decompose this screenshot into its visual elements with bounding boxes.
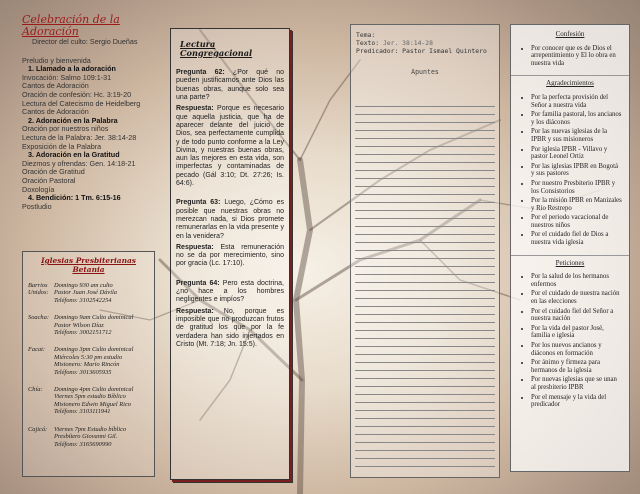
question [176,69,284,102]
church-detail-line: Domingo 9am Culto dominical [54,314,134,322]
question [176,280,284,305]
church-details [54,314,149,336]
church-detail-line: Pastor Wilson Díaz [54,321,104,329]
service-line: Oración de confesión: Hc. 3:19-20 [22,89,132,99]
prayer-item: • Por la vida del pastor José, familia e iglesia [531,325,623,340]
prayer-item: • Por ánimo y firmeza para hermanos de la iglesia [531,359,623,374]
prayer-item: • Por el mensaje y la vida del predicador [531,394,623,409]
qa-list [176,69,284,349]
question-label: Pregunta 62: [176,69,225,77]
service-line: Postludio [22,201,52,211]
answer-label: Respuesta: [176,105,214,113]
church-detail-line: Domingo 4pm Culto dominical [54,386,134,394]
answer [176,105,284,188]
section-heading: 3. Adoración en la Gratitud [28,150,120,160]
service-line: Preludio y bienvenida [22,55,91,65]
church-detail-line: Presbítero Giovanni Gil. [54,433,118,441]
prayer-item: • Por iglesia IPBR - Villavo y pastor Leonel Ortiz [531,146,623,161]
church-entry [28,386,149,416]
prayer-item: • Por el cuidado fiel del Señor a nuestra nación [531,308,623,323]
answer-label: Respuesta: [176,307,214,315]
sermon-text-label: Texto: [356,39,383,48]
question-label: Pregunta 63: [176,199,221,207]
section-divider [511,255,629,256]
service-line: Cantos de Adoración [22,81,89,91]
section-heading: 2. Adoración en la Palabra [28,115,118,125]
answer [176,244,284,269]
churches-title: Iglesias Presbiterianas Betania [41,256,136,274]
prayer-item: • Por la misión IPBR en Manizales y Río Restrepo [531,197,623,212]
service-line: Cantos de Adoración [22,107,89,117]
church-detail-line: Domingo 930 am culto [54,282,113,289]
question-text: ¿Por qué no pueden justificarnos ante Dios las buenas obras, aunque solo sea una parte? [176,69,284,102]
church-city: Facat: [28,346,46,354]
church-detail-line: Misionero: Mario Rincón [54,361,120,369]
churches-box [22,251,155,477]
answer-label: Respuesta: [176,243,214,251]
church-city: Soacha: [28,314,49,322]
prayer-item: • Por las iglesias IPBR en Bogotá y sus pastores [531,163,623,178]
church-detail-line: Teléfono: 3165690990 [54,440,112,448]
question-text: Luego, ¿Cómo es posible que nuestras obras no merezcan nada, si Dios promete remunerarlas en la vida presente y en la venidera? [176,199,284,240]
service-title: Celebración de la Adoración [22,13,120,38]
question [176,199,284,240]
church-details [54,346,149,376]
sermon-preacher: Predicador: Pastor Ismael Quintero [356,47,487,56]
church-entry [28,314,149,336]
answer-text: Esta remuneración no se da por merecimiento, sino por gracia (Lc. 17:10). [176,243,284,268]
question-label: Pregunta 64: [176,279,220,287]
prayer-item: • Por el cuidado fiel de Dios a nuestra vida iglesia [531,231,623,246]
sermon-text-value: Jer. 38:14-28 [382,39,433,48]
notes-heading: Apuntes [411,67,439,76]
church-details [54,426,149,448]
service-line: Diezmos y ofrendas: Gen. 14:18-21 [22,158,136,168]
prayer-item: • Por la perfecta provisión del Señor a nuestra vida [531,94,623,109]
church-detail-line: Viernes 7pm Estudio bíblico [54,425,127,433]
reading-title: Lectura Congregacional [180,39,253,58]
sermon-theme: Tema: [356,31,376,39]
prayer-item: • Por las nuevas iglesias de la IPBR y sus misioneros [531,128,623,143]
church-detail-line: Domingo 3pm Culto dominical [54,346,134,354]
church-detail-line: Teléfono: 3103111941 [54,408,111,416]
service-line: Lectura de la Palabra: Jer. 38:14-28 [22,132,137,142]
church-detail-line: Teléfono: 3013605935 [54,368,112,376]
prayer-item: • Por los nuevos ancianos y diáconos en formación [531,342,623,357]
answer-text: Porque es necesario que aquella justicia, que ha de aparecer delante del juicio de Dios, sea perfectamente cumplida y de todo punto conforme a la Ley Divina, y nuestras buenas obras, aun las mejores en esta vida, son imperfectas y contaminadas de pecado (Gál 3:10; Dt. 27:26; Is. 64:6). [176,105,284,188]
service-line: Doxología [22,184,55,194]
prayer-list [517,94,623,247]
church-detail-line: Teléfono: 3102542254 [54,296,112,304]
notes-lines[interactable] [355,99,495,473]
prayer-section-title: Agradecimientos [546,79,594,88]
congregational-reading-panel [170,28,290,480]
section-heading: 4. Bendición: 1 Tm. 6:15-16 [28,193,121,203]
question-text: Pero esta doctrina, ¿no hace a los hombres negligentes e impíos? [176,279,284,304]
church-detail-line: Miércoles 5:30 pm estudio [54,353,123,361]
prayer-section-title: Peticiones [555,258,585,267]
prayer-section-title: Confesión [555,30,585,38]
prayer-item: • Por nuevas iglesias que se unan al presbiterio IPBR [531,376,623,391]
service-line: Oración por nuestros niños [22,124,109,134]
church-city: Cajicá: [28,425,48,433]
order-of-service-panel [22,14,167,211]
service-line: Invocación: Salmo 109:1-31 [22,72,112,82]
prayer-list [517,45,623,68]
section-heading: 1. Llamado a la adoración [28,64,116,74]
church-entry [28,346,149,376]
church-entry [28,282,149,304]
church-entry [28,426,149,448]
section-divider [511,75,629,76]
prayer-item: • Por la salud de los hermanos enfermos [531,273,623,288]
prayer-item: • Por el periodo vacacional de nuestros niños [531,214,623,229]
order-list [22,57,167,212]
service-line: Oración de Gratitud [22,167,85,177]
prayer-panel [510,24,630,472]
sermon-text [356,39,499,47]
church-details [54,282,149,304]
prayer-item: • Por conocer que es de Dios el arrepentimiento y El lo obra en nuestra vida [531,45,623,68]
prayer-list [517,273,623,409]
service-line: Exposición de la Palabra [22,141,102,151]
church-city: Barrios Unidos: [28,282,49,297]
notes-panel [350,24,500,478]
answer-text: No, porque es imposible que no produzcan frutos de gratitud los que por la fe verdadera han sido injertados en Cristo (Mt. 7:18; Jn. 15:5). [176,307,284,348]
service-director: Director del culto: Sergio Dueñas [32,37,138,46]
church-detail-line: Misionero Edwin Miguel Rico [54,400,131,408]
answer [176,308,284,349]
church-detail-line: Viernes 5pm estudio Bíblico [54,393,126,401]
service-line: Oración Pastoral [22,175,76,185]
church-details [54,386,149,416]
prayer-item: • Por el cuidado de nuestra nación en las elecciones [531,290,623,305]
prayer-item: • Por nuestro Presbiterio IPBR y los Consistorios [531,180,623,195]
church-list [28,282,149,448]
church-detail-line: Pastor Juan José Dávila [54,289,118,297]
prayer-item: • Por familia pastoral, los ancianos y los diáconos [531,111,623,126]
church-detail-line: Teléfono: 3002151712 [54,329,112,337]
service-line: Lectura del Catecismo de Heidelberg [22,98,141,108]
church-city: Chía: [28,386,43,394]
